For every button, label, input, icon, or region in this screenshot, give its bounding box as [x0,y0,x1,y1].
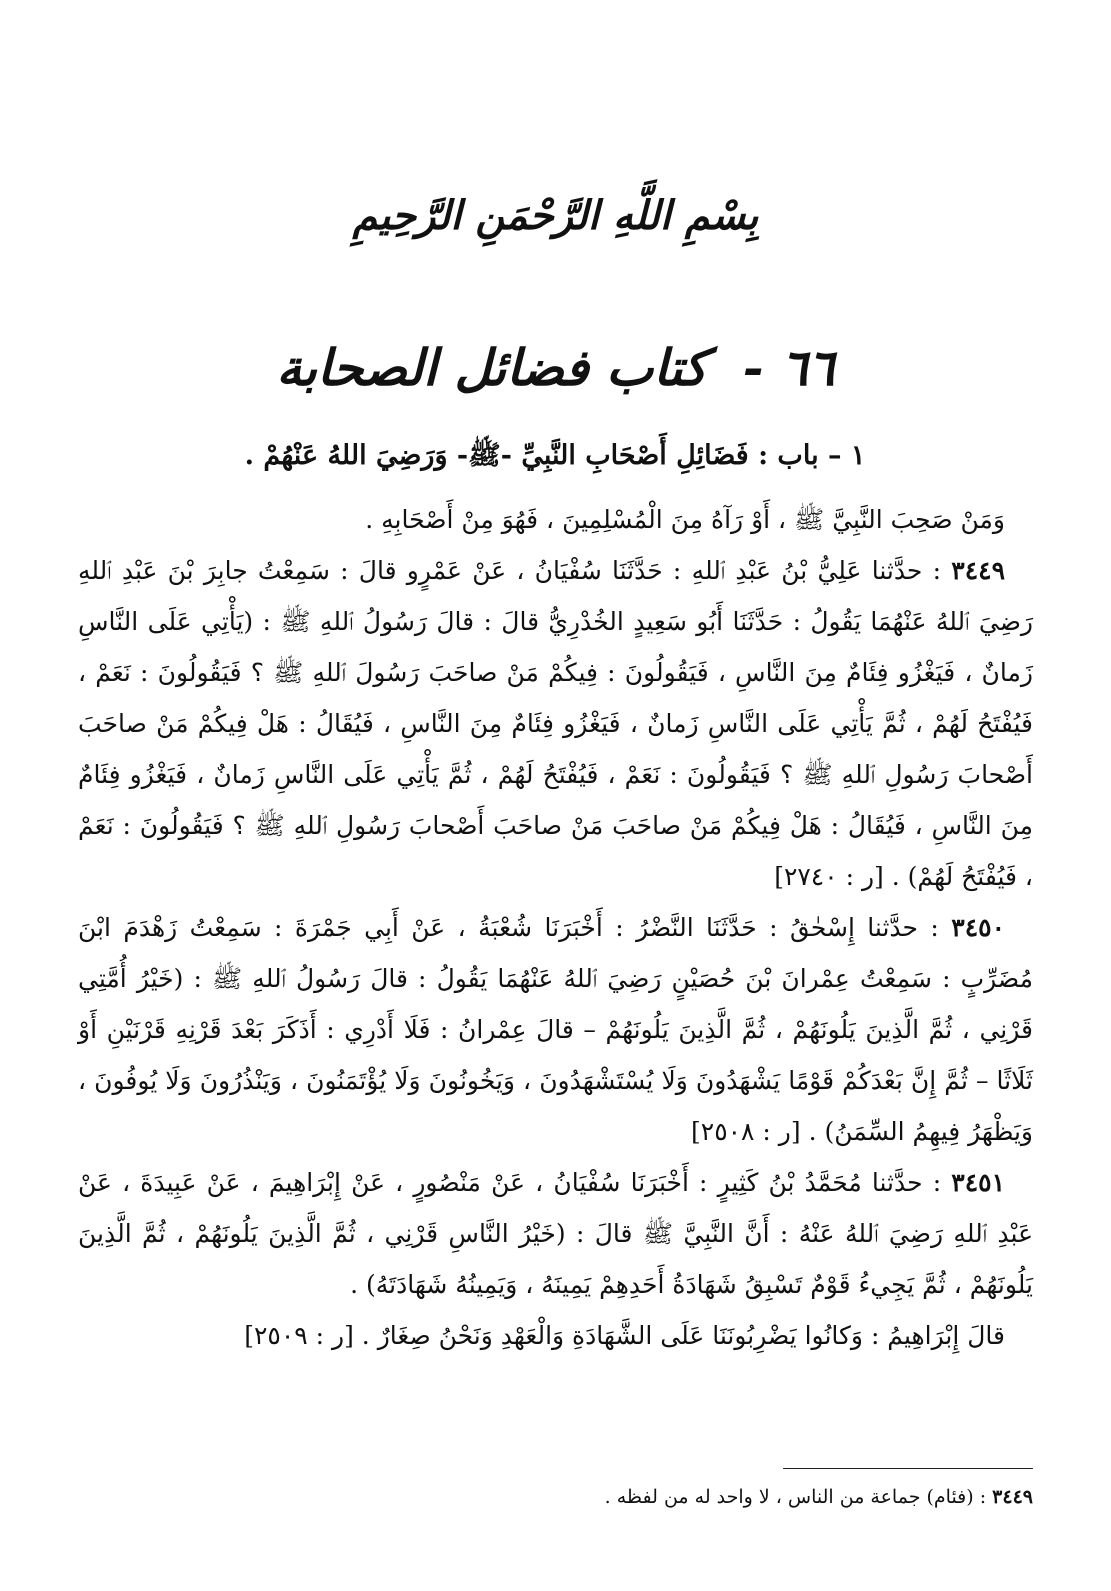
book-number: ٦٦ - [742,338,835,397]
hadith-number: ٣٤٥٠ [951,913,1005,942]
chapter-intro: وَمَنْ صَحِبَ النَّبِيَّ ﷺ ، أَوْ رَآهُ مِنَ الْمُسْلِمِينَ ، فَهُوَ مِنْ أَصْحَابِهِ . [365,505,1005,534]
hadith-number: ٣٤٤٩ [951,556,1005,585]
cross-reference: [ر : ٢٧٤٠] [774,862,884,891]
hadith-number: ٣٤٥١ [951,1168,1005,1197]
hadith-text: : حدَّثنا عَلِيُّ بْنُ عَبْدِ ٱللهِ : حَدَّثَنَا سُفْيَانُ ، عَنْ عَمْرٍو قالَ : سَمِعْتُ جابِرَ بْنَ عَبْدِ ٱللهِ رَضِيَ ٱللهُ عَنْهُمَا يَقُولُ : حَدَّثَنَا أَبُو سَعِيدٍ الخُدْرِيُّ قالَ : قالَ رَسُولُ ٱللهِ ﷺ : (يَأْتِي عَلَى النَّاسِ زَمانٌ ، فَيَغْزُو فِئَامٌ مِنَ النَّاسِ ، فَيَقُولُونَ : فِيكُمْ مَنْ صاحَبَ رَسُولَ ٱللهِ ﷺ ؟ فَيَقُولُونَ : نَعَمْ ، فَيُفْتَحُ لَهُمْ ، ثُمَّ يَأْتِي عَلَى النَّاسِ زَمانٌ ، فَيَغْزُو فِئَامٌ مِنَ النَّاسِ ، فَيُقَالُ : هَلْ فِيكُمْ مَنْ صاحَبَ أَصْحابَ رَسُولِ ٱللهِ ﷺ ؟ فَيَقُولُونَ : نَعَمْ ، فَيُفْتَحُ لَهُمْ ، ثُمَّ يَأْتِي عَلَى النَّاسِ زَمانٌ ، فَيَغْزُو فِئَامٌ مِنَ النَّاسِ ، فَيُقَالُ : هَلْ فِيكُمْ مَنْ صاحَبَ مَنْ صاحَبَ أَصْحابَ رَسُولِ ٱللهِ ﷺ ؟ فَيَقُولُونَ : نَعَمْ ، فَيُفْتَحُ لَهُمْ) . [78,556,1033,891]
footnote [78,1482,1033,1512]
footnote-text: : (فئام) جماعة من الناس ، لا واحد له من لفظه . [604,1486,987,1508]
hadith-text: : حدَّثنا إِسْحٰقُ : حَدَّثَنَا النَّضْرُ : أَخْبَرَنَا شُعْبَةُ ، عَنْ أَبِي جَمْرَةَ : سَمِعْتُ زَهْدَمَ ابْنَ مُضَرِّبٍ : سَمِعْتُ عِمْرانَ بْنَ حُصَيْنٍ رَضِيَ ٱللهُ عَنْهُمَا يَقُولُ : قالَ رَسُولُ ٱللهِ ﷺ : (خَيْرُ أُمَّتِي قَرْنِي ، ثُمَّ الَّذِينَ يَلُونَهُمْ ، ثُمَّ الَّذِينَ يَلُونَهُمْ – قالَ عِمْرانُ : فَلَا أَدْرِي : أَذَكَرَ بَعْدَ قَرْنِهِ قَرْنَيْنِ أَوْ ثَلَاثًا – ثُمَّ إِنَّ بَعْدَكُمْ قَوْمًا يَشْهَدُونَ وَلَا يُسْتَشْهَدُونَ ، وَيَخُونُونَ وَلَا يُؤْتَمَنُونَ ، وَيَنْذُرُونَ وَلَا يُوفُونَ ، وَيَظْهَرُ فِيهِمُ السِّمَنُ) . [78,913,1033,1146]
book-title-text: كتاب فضائل الصحابة [276,338,708,397]
hadith-body [78,494,1033,1361]
book-title [0,338,1111,397]
hadith-paragraph [78,902,1033,1157]
closing-text: قالَ إِبْرَاهِيمُ : وَكانُوا يَضْرِبُونَنَا عَلَى الشَّهَادَةِ وَالْعَهْدِ وَنَحْنُ صِغَارٌ . [361,1321,1005,1350]
hadith-paragraph [78,545,1033,902]
hadith-text: : حدَّثنا مُحَمَّدُ بْنُ كَثِيرٍ : أَخْبَرَنَا سُفْيَانُ ، عَنْ مَنْصُورٍ ، عَنْ إِبْرَاهِيمَ ، عَنْ عَبِيدَةَ ، عَنْ عَبْدِ ٱللهِ رَضِيَ ٱللهُ عَنْهُ : أَنَّ النَّبِيَّ ﷺ قالَ : (خَيْرُ النَّاسِ قَرْنِي ، ثُمَّ الَّذِينَ يَلُونَهُمْ ، ثُمَّ الَّذِينَ يَلُونَهُمْ ، ثُمَّ يَجِيءُ قَوْمٌ تَسْبِقُ شَهَادَةُ أَحَدِهِمْ يَمِينَهُ ، وَيَمِينُهُ شَهَادَتَهُ) . [78,1168,1033,1299]
closing-paragraph [78,1310,1033,1361]
chapter-heading: ١ – باب : فَضَائِلِ أَصْحَابِ النَّبِيِّ -ﷺ- وَرَضِيَ اللهُ عَنْهُمْ . [244,440,866,471]
footnote-number: ٣٤٤٩ [992,1486,1033,1508]
footnote-separator [783,1468,1033,1469]
hadith-paragraph [78,1157,1033,1310]
basmala-calligraphy: بِسْمِ اللَّهِ الرَّحْمَنِ الرَّحِيمِ [352,192,759,239]
cross-reference: [ر : ٢٥٠٩] [244,1321,354,1350]
cross-reference: [ر : ٢٥٠٨] [691,1117,801,1146]
